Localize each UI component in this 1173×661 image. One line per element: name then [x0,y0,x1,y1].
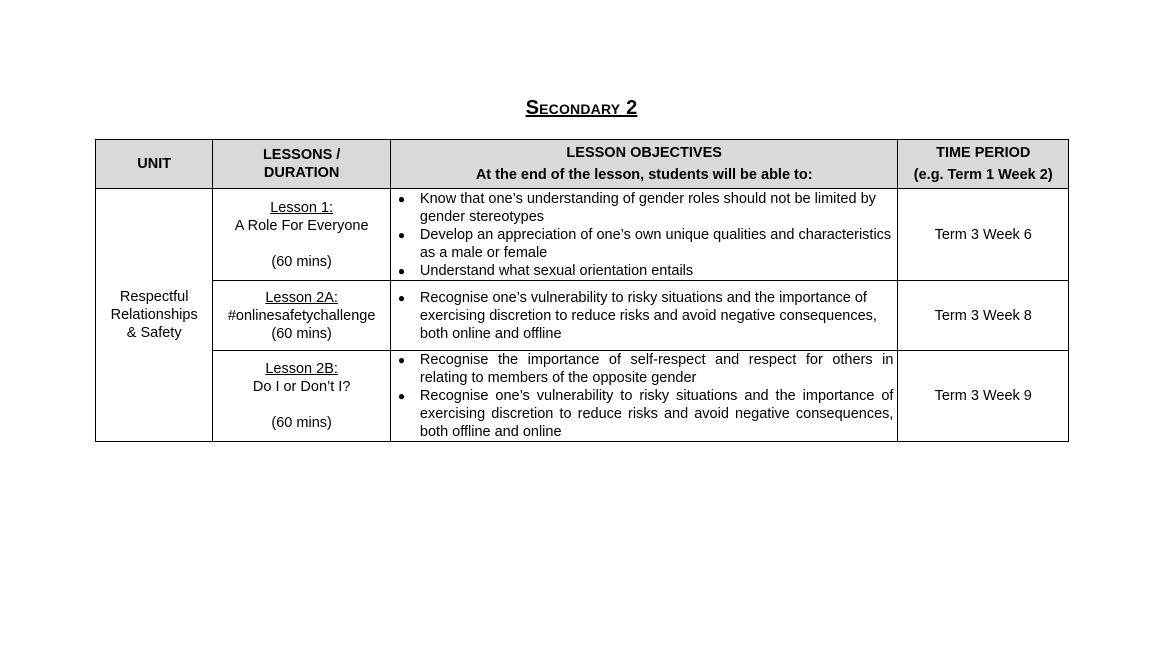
header-unit: UNIT [96,140,213,189]
objective-item: ● Know that one’s understanding of gender roles should not be limited by gender stereotypes [397,190,876,225]
lesson-name: Lesson 1: [270,199,334,216]
lesson-cell [213,189,391,281]
time-period-cell: Term 3 Week 9 [898,351,1069,442]
objective-item: ● Recognise one’s vulnerability to risky situations and the importance of exercising discretion to reduce risks and avoid negative consequences, both offline and online [397,388,894,440]
table-row [96,351,1069,442]
lesson-title: #onlinesafetychallenge [227,307,376,324]
curriculum-table [95,139,1069,442]
table-row [96,189,1069,281]
header-lessons: LESSONS / DURATION [213,140,391,189]
time-period-cell: Term 3 Week 8 [898,281,1069,351]
objective-item: ● Understand what sexual orientation entails [397,262,694,279]
objectives-cell [390,189,898,281]
lesson-name: Lesson 2A: [265,289,338,306]
page-title: Secondary 2 [525,97,638,119]
lesson-duration: (60 mins) [271,325,332,342]
lesson-cell [213,281,391,351]
header-time-period: TIME PERIOD (e.g. Term 1 Week 2) [898,140,1069,189]
table-header-row [96,140,1069,189]
objective-item: ● Recognise one’s vulnerability to risky situations and the importance of exercising discretion to reduce risks and avoid negative consequences, both online and offline [397,289,877,342]
time-period-cell: Term 3 Week 6 [898,189,1069,281]
lesson-title: A Role For Everyone [234,217,369,234]
objective-item: ● Recognise the importance of self-respect and respect for others in relating to members of the opposite gender [397,352,894,386]
lesson-duration: (60 mins) [271,253,332,270]
lesson-name: Lesson 2B: [265,361,338,377]
objectives-cell [390,281,898,351]
objective-item: ● Develop an appreciation of one’s own unique qualities and characteristics as a male or female [397,226,892,261]
unit-cell: Respectful Relationships & Safety [96,189,213,442]
lesson-duration: (60 mins) [271,415,332,431]
header-objectives: LESSON OBJECTIVES At the end of the lesson, students will be able to: [390,140,898,189]
lesson-cell [213,351,391,442]
table-row [96,281,1069,351]
lesson-title: Do I or Don’t I? [252,379,351,395]
objectives-cell [390,351,898,442]
